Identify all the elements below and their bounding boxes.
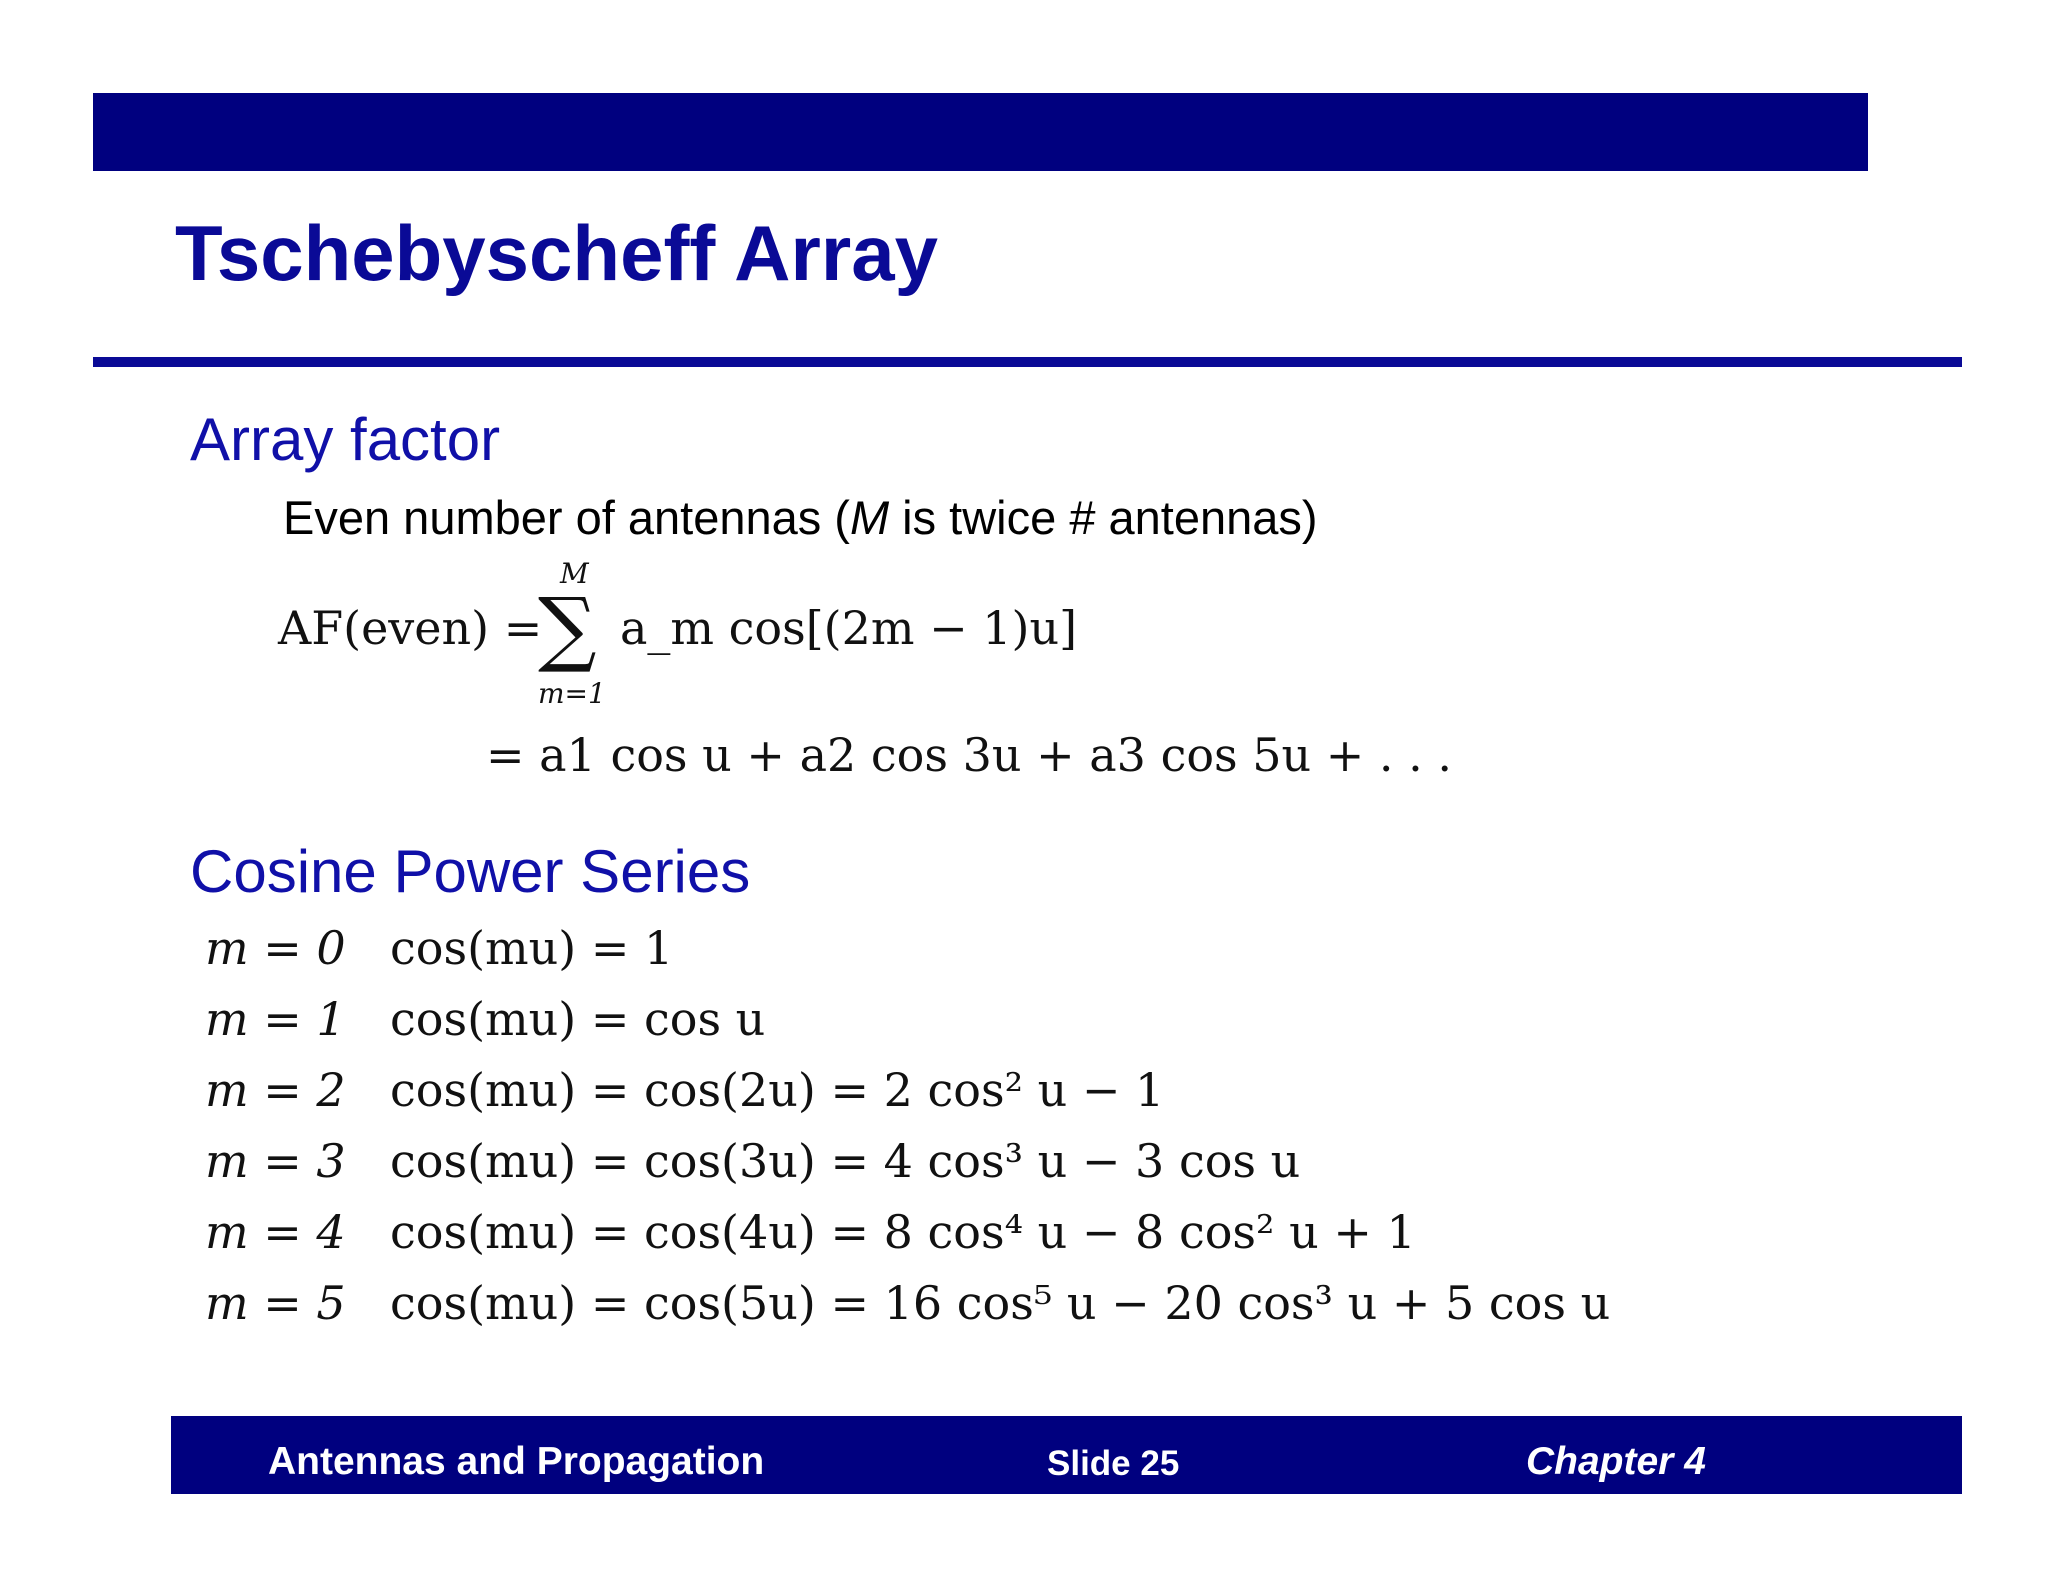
footer-course-title: Antennas and Propagation	[268, 1440, 765, 1483]
cosine-series-row: m = 5 cos(mu) = cos(5u) = 16 cos⁵ u − 20 cos³ u + 5 cos u	[205, 1276, 1611, 1330]
footer-slide-number: Slide 25	[1047, 1444, 1180, 1483]
af-lhs: AF(even) =	[278, 601, 543, 655]
array-factor-subtext: Even number of antennas (M is twice # antennas)	[283, 491, 1318, 544]
cosine-series-row: m = 2 cos(mu) = cos(2u) = 2 cos² u − 1	[205, 1063, 1165, 1117]
cosine-series-row: m = 4 cos(mu) = cos(4u) = 8 cos⁴ u − 8 cos² u + 1	[205, 1205, 1416, 1259]
sum-symbol: ∑	[538, 581, 597, 676]
section-heading-array-factor: Array factor	[190, 406, 501, 473]
af-expansion: = a1 cos u + a2 cos 3u + a3 cos 5u + . . .	[486, 728, 1453, 782]
section-heading-cosine-power-series: Cosine Power Series	[190, 838, 751, 905]
cosine-series-row: m = 1 cos(mu) = cos u	[205, 992, 766, 1046]
footer-chapter: Chapter 4	[1526, 1440, 1706, 1483]
cosine-series-row: m = 0 cos(mu) = 1	[205, 921, 674, 975]
cosine-series-row: m = 3 cos(mu) = cos(3u) = 4 cos³ u − 3 cos u	[205, 1134, 1301, 1188]
title-divider	[93, 357, 1962, 367]
slide-title: Tschebyscheff Array	[175, 209, 938, 297]
sum-lower-limit: m=1	[538, 677, 606, 710]
sum-upper-limit: M	[560, 557, 589, 590]
af-summand: a_m cos[(2m − 1)u]	[620, 601, 1078, 655]
header-bar	[93, 93, 1868, 171]
